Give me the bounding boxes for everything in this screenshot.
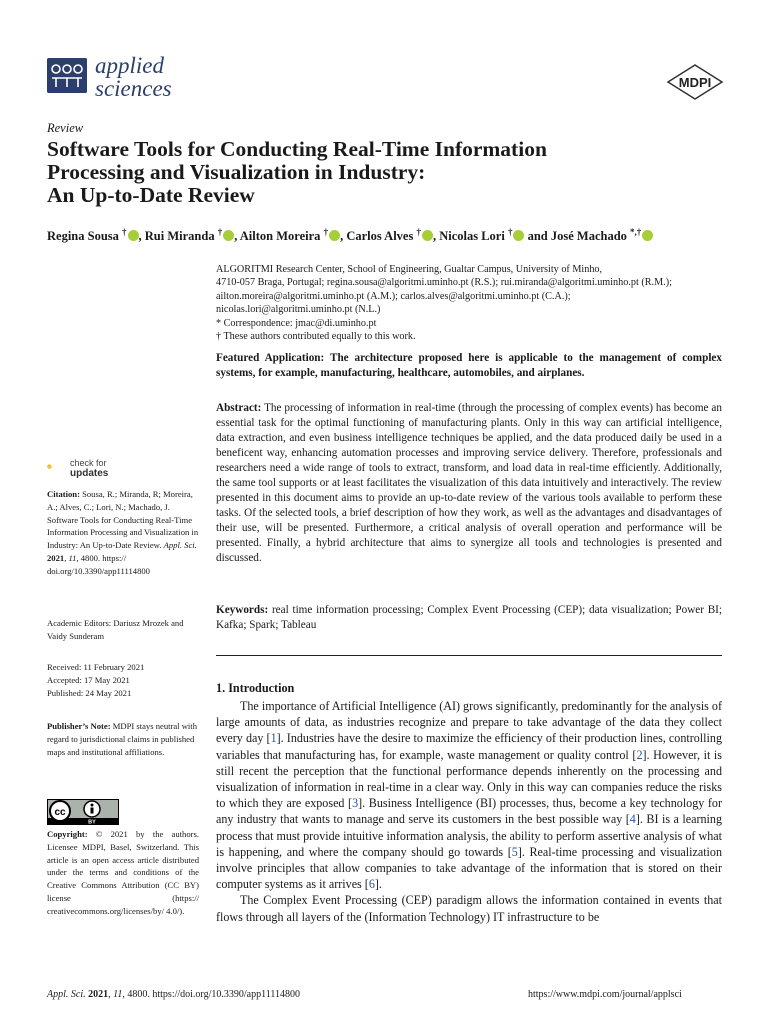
note-text: MDPI stays neutral with regard to jurisdictional claims in published maps and institutional affiliations.	[47, 721, 197, 757]
check-line: check for	[70, 458, 107, 468]
mdpi-logo-icon	[666, 64, 724, 100]
citation: Citation: Sousa, R.; Miranda, R; Moreira, A.; Alves, C.; Lori, N.; Machado, J. Software Tools for Conducting Real-Time Information Processing and Visualization in Industry: An Up-to-Date Review. Appl. Sci. 2021, 11, 4800. https:// doi.org/10.3390/app11114800	[47, 489, 199, 576]
publisher-name: MDPI	[678, 75, 712, 90]
author-name[interactable]: Rui Miranda	[144, 229, 215, 244]
dates	[47, 661, 199, 699]
author-mark: †	[217, 227, 223, 237]
orcid-icon[interactable]	[223, 230, 234, 241]
affiliation-line: * Correspondence: jmac@di.uminho.pt	[216, 317, 377, 329]
orcid-icon[interactable]	[329, 230, 340, 241]
text-run: ]. However, it is still recent the perception that the functional performance depends inherently on the processing and visualization of information in real-time in a clear way. Only in this way can companies reduce the risks to which they are exposed [	[216, 747, 722, 811]
affiliation-line: ALGORITMI Research Center, School of Engineering, Gualtar Campus, University of Minho,	[216, 264, 603, 275]
article-title	[47, 138, 727, 207]
footer-year: 2021	[88, 989, 109, 1000]
title-line: Software Tools for Conducting Real-Time Information	[47, 137, 547, 161]
reference-link[interactable]: 6	[368, 877, 375, 892]
affiliation-line: ailton.moreira@algoritmi.uminho.pt (A.M.); carlos.alves@algoritmi.uminho.pt (C.A.);	[216, 290, 571, 302]
citation-text: Sousa, R.; Miranda, R; Moreira, A.; Alves, C.; Lori, N.; Machado, J. Software Tools for Conducting Real-Time Information Processing and Visualization in Industry: An Up-to-Date Review.	[47, 489, 199, 551]
keywords-label: Keywords:	[216, 604, 269, 616]
footer-journal: Appl. Sci.	[47, 989, 86, 1000]
reference-link[interactable]: 2	[636, 747, 643, 762]
reference-link[interactable]: 1	[270, 731, 277, 746]
orcid-icon[interactable]	[422, 230, 433, 241]
author-mark: †	[416, 227, 421, 237]
author-name[interactable]: Carlos Alves	[346, 229, 414, 244]
svg-text:cc: cc	[54, 807, 66, 818]
check-for-updates[interactable]	[70, 458, 108, 479]
cc-label: BY	[88, 819, 96, 825]
citation-year: 2021	[47, 552, 65, 563]
featured-text: The architecture proposed here is applicable to the management of complex systems, for example, manufacturing, healthcare, automobiles, and airplanes.	[216, 352, 722, 379]
featured-label: Featured Application:	[216, 352, 325, 364]
author-mark: †	[122, 227, 127, 237]
affiliation-line: 4710-057 Braga, Portugal; regina.sousa@algoritmi.uminho.pt (R.S.); rui.miranda@algoritmi.uminho.pt (R.M.);	[216, 277, 672, 289]
section-heading: 1. Introduction	[216, 681, 295, 695]
orcid-icon[interactable]	[128, 230, 139, 241]
footer-url[interactable]: https://www.mdpi.com/journal/applsci	[528, 989, 682, 1000]
introduction-body	[216, 698, 722, 925]
abstract	[216, 401, 722, 566]
affiliations	[216, 263, 726, 343]
orcid-icon[interactable]	[513, 230, 524, 241]
paragraph: The Complex Event Processing (CEP) paradigm allows the information contained in events that flows through all layers of the (Information Technology) IT infrastructure to be	[216, 893, 722, 924]
author-mark: *,†	[630, 227, 642, 237]
check-line: updates	[70, 468, 109, 479]
abstract-label: Abstract:	[216, 402, 262, 414]
title-line: Processing and Visualization in Industry:	[47, 160, 426, 184]
citation-label: Citation:	[47, 489, 80, 499]
footer-volume: 11	[113, 989, 123, 1000]
citation-doi[interactable]: , 4800. https:// doi.org/10.3390/app11114800	[47, 552, 150, 576]
reference-link[interactable]: 3	[352, 796, 359, 811]
academic-editors: Academic Editors: Dariusz Mrozek and Vaidy Sunderam	[47, 618, 184, 641]
affiliation-line: nicolas.lori@algoritmi.uminho.pt (N.L.)	[216, 304, 381, 316]
author-name[interactable]: Nicolas Lori	[439, 229, 505, 244]
author-mark: †	[323, 227, 329, 237]
cc-by-license-icon[interactable]	[47, 799, 119, 825]
accepted-date: Accepted: 17 May 2021	[47, 674, 130, 685]
journal-name-line2: sciences	[95, 76, 172, 101]
text-run: ]. Business Intelligence (BI) processes, thus, become a key technology for any industry that wants to manage and serve its customers in the best possible way [	[216, 796, 723, 827]
keywords-text: real time information processing; Complex Event Processing (CEP); data visualization; Power BI; Kafka; Spark; Tableau	[216, 604, 722, 631]
reference-link[interactable]: 5	[511, 844, 518, 859]
citation-journal: Appl. Sci.	[163, 540, 197, 551]
footer-citation: Appl. Sci. 2021, 11, 4800. https://doi.org/10.3390/app11114800	[47, 989, 300, 1000]
text-run: ]. BI is a learning process that must provide intuitive information analysis, the ability to perform assertive analysis of what is happening, and where the company should go towards [	[216, 812, 722, 859]
orcid-icon[interactable]	[642, 230, 653, 241]
copyright-label: Copyright:	[47, 829, 88, 839]
abstract-text: The processing of information in real-time (through the processing of complex events) has become an essential task for the optimal functioning of manufacturing plants. Only in this way can artificial intelligence, data extraction, and even business intelligence techniques be applied, and the data produced daily be used in a beneficent way, enhancing automation processes and improving service delivery. Therefore, professionals and researchers need a wide range of tools to extract, transform, and load data in real-time efficiently. Additionally, the same tool supports or at least facilitates the visualization of this data intuitively and interactively. The review presented in this document aims to provide an up-to-date review of the various tools available to perform these tasks. Of the selected tools, a brief description of how they work, as well as the advantages and disadvantages of their use, will be presented. Furthermore, a critical analysis of overall operation and performance will be presented. Finally, a hybrid architecture that aims to synergize all tools and technologies is presented and discussed.	[216, 402, 722, 564]
journal-name-line1: applied	[95, 53, 164, 78]
copyright-text: © 2021 by the authors. Licensee MDPI, Basel, Switzerland. This article is an open access article distributed under the terms and conditions of the Creative Commons Attribution (CC BY) license (https:// creativecommons.org/licenses/by/ 4.0/).	[47, 829, 199, 916]
journal-name	[95, 54, 255, 100]
journal-logo-icon	[47, 58, 87, 93]
copyright	[47, 828, 199, 918]
article-type: Review	[47, 121, 84, 135]
note-label: Publisher’s Note:	[47, 721, 111, 731]
featured-application	[216, 351, 722, 381]
check-for-updates-icon[interactable]	[47, 455, 69, 479]
author-list: Regina Sousa † , Rui Miranda † , Ailton Moreira † , Carlos Alves † , Nicolas Lori † and José Machado *,†	[47, 227, 737, 244]
text-run: ].	[374, 877, 382, 892]
publishers-note	[47, 720, 199, 758]
text-run: ]. Real-time processing and visualization involve principles that allow companies to take advantage of the information that is stored on their computer systems as it arrives [	[216, 844, 723, 892]
section-divider	[216, 655, 722, 656]
author-name[interactable]: José Machado	[550, 229, 627, 244]
text-run: The importance of Artificial Intelligence (AI) grows significantly, predominantly for the analysis of large amounts of data, as industries recognize and prepare to take advantage of the data they collect every day [	[216, 699, 722, 746]
reference-link[interactable]: 4	[629, 812, 636, 827]
received-date: Received: 11 February 2021	[47, 662, 145, 672]
published-date: Published: 24 May 2021	[47, 687, 132, 698]
author-name[interactable]: Regina Sousa	[47, 229, 119, 244]
paragraph	[216, 698, 722, 892]
keywords	[216, 603, 722, 633]
author-mark: †	[507, 227, 513, 237]
title-line: An Up-to-Date Review	[47, 183, 255, 207]
footer-doi[interactable]: , 4800. https://doi.org/10.3390/app11114800	[122, 989, 300, 1000]
citation-volume: 11	[68, 552, 77, 563]
affiliation-line: † These authors contributed equally to this work.	[216, 331, 416, 343]
text-run: ]. Industries have the desire to maximize the efficiency of their production lines, controlling variables that manufacturing has, for example, waste management or quality control [	[216, 731, 722, 762]
author-name[interactable]: Ailton Moreira	[239, 229, 321, 244]
